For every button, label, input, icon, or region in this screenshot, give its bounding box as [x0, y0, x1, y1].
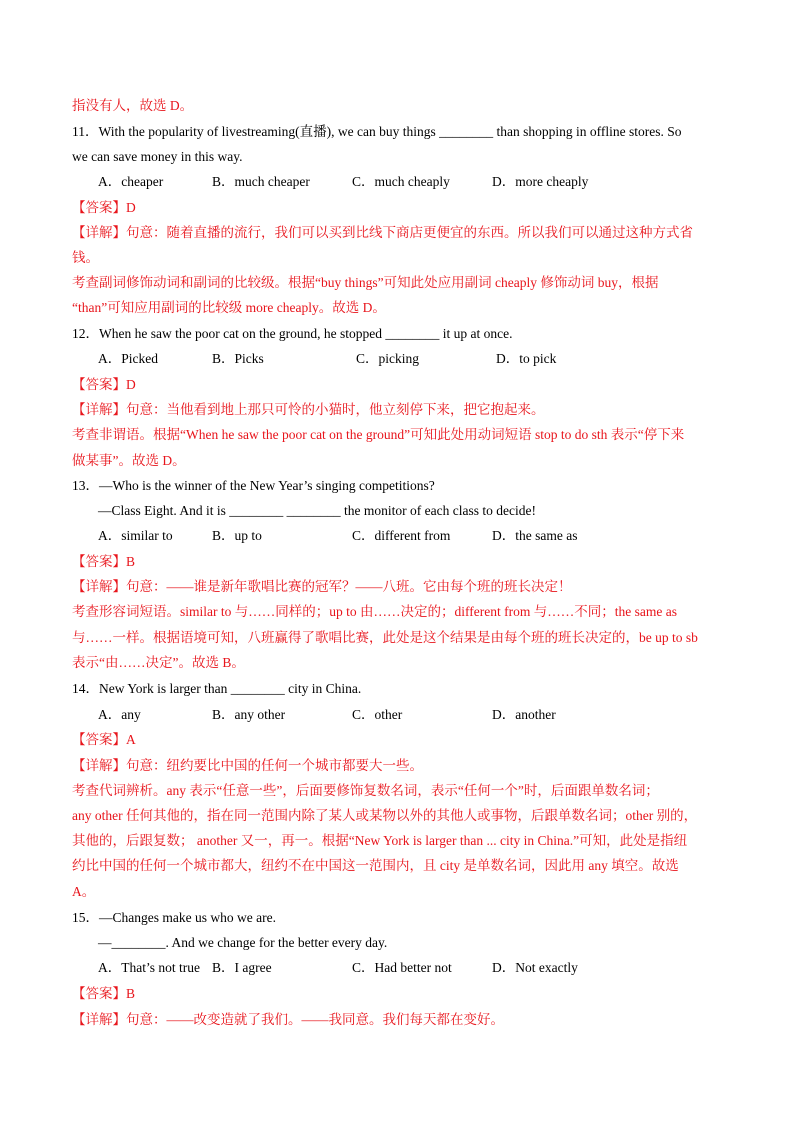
q14-detail-line5: 约比中国的任何一个城市都大，纽约不在中国这一范围内，且 city 是单数名词，因此用 any 填空。故选	[72, 858, 679, 873]
q13-stem-line2: —Class Eight. And it is ________ ________ the monitor of each class to decide!	[98, 503, 536, 518]
q13-stem-line1: 13．—Who is the winner of the New Year’s singing competitions?	[72, 478, 435, 493]
q14-option-a: A．any	[98, 707, 141, 722]
q11-stem-line2: we can save money in this way.	[72, 149, 243, 164]
q13-option-b: B．up to	[212, 528, 262, 543]
q15-option-b: B．I agree	[212, 960, 272, 975]
q13-detail-line4: 表示“由……决定”。故选 B。	[72, 655, 245, 670]
q14-detail-line6: A。	[72, 884, 96, 899]
q11-option-d: D．more cheaply	[492, 174, 589, 189]
q11-stem-line1: 11．With the popularity of livestreaming(直播), we can buy things ________ than shopping in offline stores. So	[72, 124, 682, 139]
q13-detail-line2: 考查形容词短语。similar to 与……同样的；up to 由……决定的；different from 与……不同；the same as	[72, 604, 677, 619]
q15-detail-line1: 【详解】句意：——改变造就了我们。——我同意。我们每天都在变好。	[72, 1012, 504, 1027]
q12-detail-line3: 做某事”。故选 D。	[72, 453, 186, 468]
q12-detail-line1: 【详解】句意：当他看到地上那只可怜的小猫时，他立刻停下来，把它抱起来。	[72, 402, 545, 417]
q12-answer: 【答案】D	[72, 377, 136, 392]
q14-detail-line3: any other 任何其他的，指在同一范围内除了某人或某物以外的其他人或事物，后跟单数名词；other 别的，	[72, 808, 698, 823]
q13-option-c: C．different from	[352, 528, 451, 543]
q13-answer: 【答案】B	[72, 554, 136, 569]
q14-detail-line2: 考查代词辨析。any 表示“任意一些”，后面要修饰复数名词，表示“任何一个”时，后面跟单数名词；	[72, 783, 659, 798]
prev-detail-tail: 指没有人，故选 D。	[72, 98, 194, 113]
q11-answer: 【答案】D	[72, 200, 136, 215]
q13-detail-line3: 与……一样。根据语境可知，八班赢得了歌唱比赛，此处是这个结果是由每个班的班长决定的，be up to sb	[72, 630, 698, 645]
q15-option-a: A．That’s not true	[98, 960, 200, 975]
q11-detail-line2: 钱。	[72, 250, 99, 265]
q13-option-d: D．the same as	[492, 528, 578, 543]
q11-option-c: C．much cheaply	[352, 174, 450, 189]
q13-detail-line1: 【详解】句意：——谁是新年歌唱比赛的冠军？——八班。它由每个班的班长决定！	[72, 579, 572, 594]
q15-stem-line1: 15．—Changes make us who we are.	[72, 910, 276, 925]
q12-option-b: B．Picks	[212, 351, 264, 366]
q14-detail-line4: 其他的，后跟复数； another 又一，再一。根据“New York is larger than ... city in China.”可知，此处是指纽	[72, 833, 688, 848]
q15-answer: 【答案】B	[72, 986, 136, 1001]
q11-detail-line4: “than”可知应用副词的比较级 more cheaply。故选 D。	[72, 300, 386, 315]
q11-option-b: B．much cheaper	[212, 174, 310, 189]
q13-option-a: A．similar to	[98, 528, 173, 543]
q14-stem-line1: 14．New York is larger than ________ city in China.	[72, 681, 362, 696]
q14-answer: 【答案】A	[72, 732, 136, 747]
q15-option-d: D．Not exactly	[492, 960, 578, 975]
q14-option-d: D．another	[492, 707, 556, 722]
q11-option-a: A．cheaper	[98, 174, 164, 189]
q12-option-d: D．to pick	[496, 351, 557, 366]
q12-detail-line2: 考查非谓语。根据“When he saw the poor cat on the ground”可知此处用动词短语 stop to do sth 表示“停下来	[72, 427, 685, 442]
q15-option-c: C．Had better not	[352, 960, 452, 975]
q14-option-b: B．any other	[212, 707, 286, 722]
q11-detail-line1: 【详解】句意：随着直播的流行，我们可以买到比线下商店更便宜的东西。所以我们可以通过这种方式省	[72, 225, 693, 240]
q11-detail-line3: 考查副词修饰动词和副词的比较级。根据“buy things”可知此处应用副词 cheaply 修饰动词 buy，根据	[72, 275, 659, 290]
q12-stem-line1: 12．When he saw the poor cat on the ground, he stopped ________ it up at once.	[72, 326, 513, 341]
q12-option-c: C．picking	[356, 351, 419, 366]
q15-stem-line2: —________. And we change for the better every day.	[98, 935, 388, 950]
q14-option-c: C．other	[352, 707, 403, 722]
q12-option-a: A．Picked	[98, 351, 158, 366]
q14-detail-line1: 【详解】句意：纽约要比中国的任何一个城市都要大一些。	[72, 758, 423, 773]
